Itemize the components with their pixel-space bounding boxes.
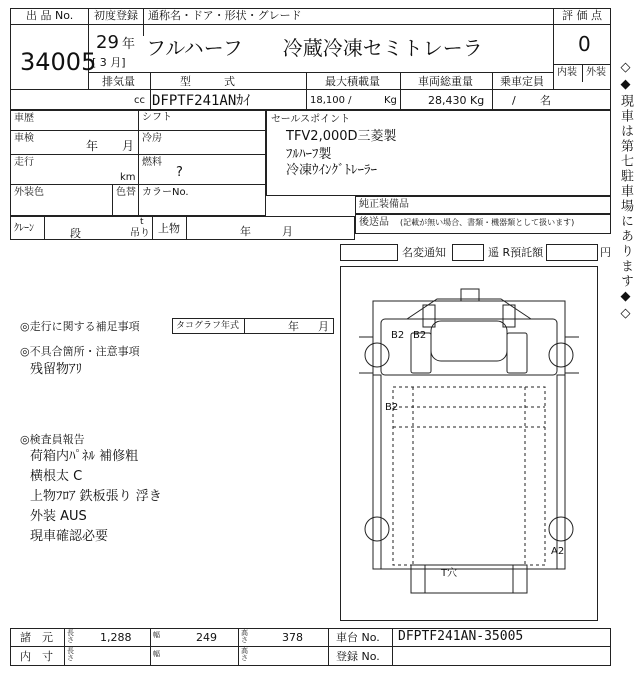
max-load-value: 18,100 / — [310, 95, 352, 106]
shift-label: シフト — [142, 112, 172, 123]
chassis-no-label: 車台 No. — [336, 631, 380, 644]
vehicle-name: フルハーフ 冷蔵冷凍セミトレーラ — [146, 36, 483, 60]
ac-label: 冷房 — [142, 133, 162, 144]
fuel-label: 燃料 — [142, 157, 162, 168]
inspector-line-2: 横根太 C — [30, 469, 83, 484]
registration-no-label: 登録 No. — [336, 650, 380, 663]
height-label: 高さ — [241, 629, 248, 644]
crane-ton-unit: t — [140, 217, 144, 227]
registration-month: [ 3 月] — [92, 56, 126, 69]
max-load-label: 最大積載量 — [325, 75, 380, 88]
model-label: 型 式 — [180, 75, 235, 88]
upper-label: 上物 — [158, 222, 180, 235]
history-label: 車歴 — [14, 113, 34, 124]
trailer-diagram-svg — [341, 267, 597, 620]
post-send-label: 後送品 — [359, 217, 389, 228]
sales-point-line-2: ﾌﾙﾊｰﾌ製 — [286, 147, 332, 162]
inner-height-label: 高さ — [241, 647, 248, 662]
rating-score: 0 — [578, 32, 591, 56]
gross-weight-label: 車両総重量 — [418, 75, 473, 88]
rating-label: 評 価 点 — [562, 9, 602, 22]
inspection-year-unit: 年 — [86, 139, 99, 153]
model-code: DFPTF241ANｶｲ — [152, 93, 251, 109]
length-value: 1,288 — [100, 631, 132, 644]
deposit-label: 遥 R預託額 — [488, 246, 544, 259]
capacity-separator: / — [512, 94, 516, 107]
tachograph-month-unit: 月 — [318, 320, 329, 333]
crane-hanging-label: 吊り — [130, 228, 150, 239]
yen-unit: 円 — [600, 246, 611, 259]
capacity-unit: 名 — [540, 94, 551, 107]
crane-stage-unit: 段 — [70, 227, 81, 240]
inner-width-label: 幅 — [153, 650, 160, 658]
damage-mark-a2: A2 — [551, 546, 565, 557]
upper-year-unit: 年 — [240, 225, 251, 238]
exterior-label: 外装 — [586, 67, 606, 78]
tachograph-year-unit: 年 — [288, 320, 299, 333]
lot-no-label: 出 品 No. — [26, 9, 74, 22]
damage-mark-t-hole: T穴 — [441, 568, 458, 579]
vehicle-name-label: 通称名・ドア・形状・グレード — [148, 9, 302, 22]
name-change-label: 名変通知 — [402, 246, 446, 259]
color-change-label: 色替 — [116, 187, 136, 198]
defects-label: ◎不具合箇所・注意事項 — [20, 345, 140, 358]
damage-mark-b2-side: B2 — [385, 402, 399, 413]
sales-point-line-1: TFV2,000D三菱製 — [286, 129, 397, 144]
damage-mark-b2-cab: B2 — [413, 330, 427, 341]
inspector-line-5: 現車確認必要 — [30, 529, 109, 544]
max-load-unit: Kg — [384, 95, 397, 106]
inner-dims-label: 内 寸 — [20, 650, 53, 663]
inspection-label: 車検 — [14, 133, 34, 144]
color-no-label: カラーNo. — [142, 187, 189, 198]
interior-label: 内装 — [557, 67, 577, 78]
displacement-label: 排気量 — [102, 75, 135, 88]
inspector-line-1: 荷箱内ﾊﾟﾈﾙ 補修粗 — [30, 449, 139, 464]
inspection-month-unit: 月 — [122, 139, 135, 153]
width-label: 幅 — [153, 631, 160, 639]
first-registration-label: 初度登録 — [94, 9, 138, 22]
damage-mark-b2-left: B2 — [391, 330, 405, 341]
registration-year: 29 — [96, 32, 119, 53]
gross-weight-value: 28,430 Kg — [428, 94, 485, 107]
chassis-number: DFPTF241AN-35005 — [398, 629, 524, 644]
vehicle-diagram — [340, 266, 598, 621]
parking-location-note: ◇◆現車は第七駐車場にあります◆◇ — [618, 60, 633, 323]
tachograph-label: タコグラフ年式 — [176, 321, 240, 331]
equipment-label: 純正装備品 — [359, 199, 409, 210]
inspector-line-4: 外装 AUS — [30, 509, 87, 524]
driving-remarks-label: ◎走行に関する補足事項 — [20, 320, 140, 333]
post-send-note: (記載が無い場合、書類・機器類として扱います) — [400, 218, 575, 227]
mileage-label: 走行 — [14, 157, 34, 168]
height-value: 378 — [282, 631, 303, 644]
fuel-value: ? — [176, 165, 183, 180]
width-value: 249 — [196, 631, 217, 644]
crane-label: ｸﾚｰﾝ — [14, 223, 34, 234]
lot-number: 34005 — [20, 48, 97, 76]
km-unit: km — [120, 172, 136, 183]
sales-point-label: セールスポイント — [271, 114, 351, 125]
length-label: 長さ — [67, 629, 74, 644]
sales-point-line-3: 冷凍ｳｲﾝｸﾞﾄﾚｰﾗｰ — [286, 163, 378, 178]
inspector-line-3: 上物ﾌﾛｱ 鉄板張り 浮き — [30, 489, 162, 504]
ext-color-label: 外装色 — [14, 187, 44, 198]
defect-line-1: 残留物ｱﾘ — [30, 362, 83, 377]
year-unit: 年 — [122, 37, 136, 52]
inner-length-label: 長さ — [67, 647, 74, 662]
capacity-label: 乗車定員 — [500, 75, 544, 88]
specs-label: 諸 元 — [20, 631, 53, 644]
inspector-label: ◎検査員報告 — [20, 433, 85, 446]
cc-unit: cc — [134, 95, 145, 106]
upper-month-unit: 月 — [282, 225, 293, 238]
